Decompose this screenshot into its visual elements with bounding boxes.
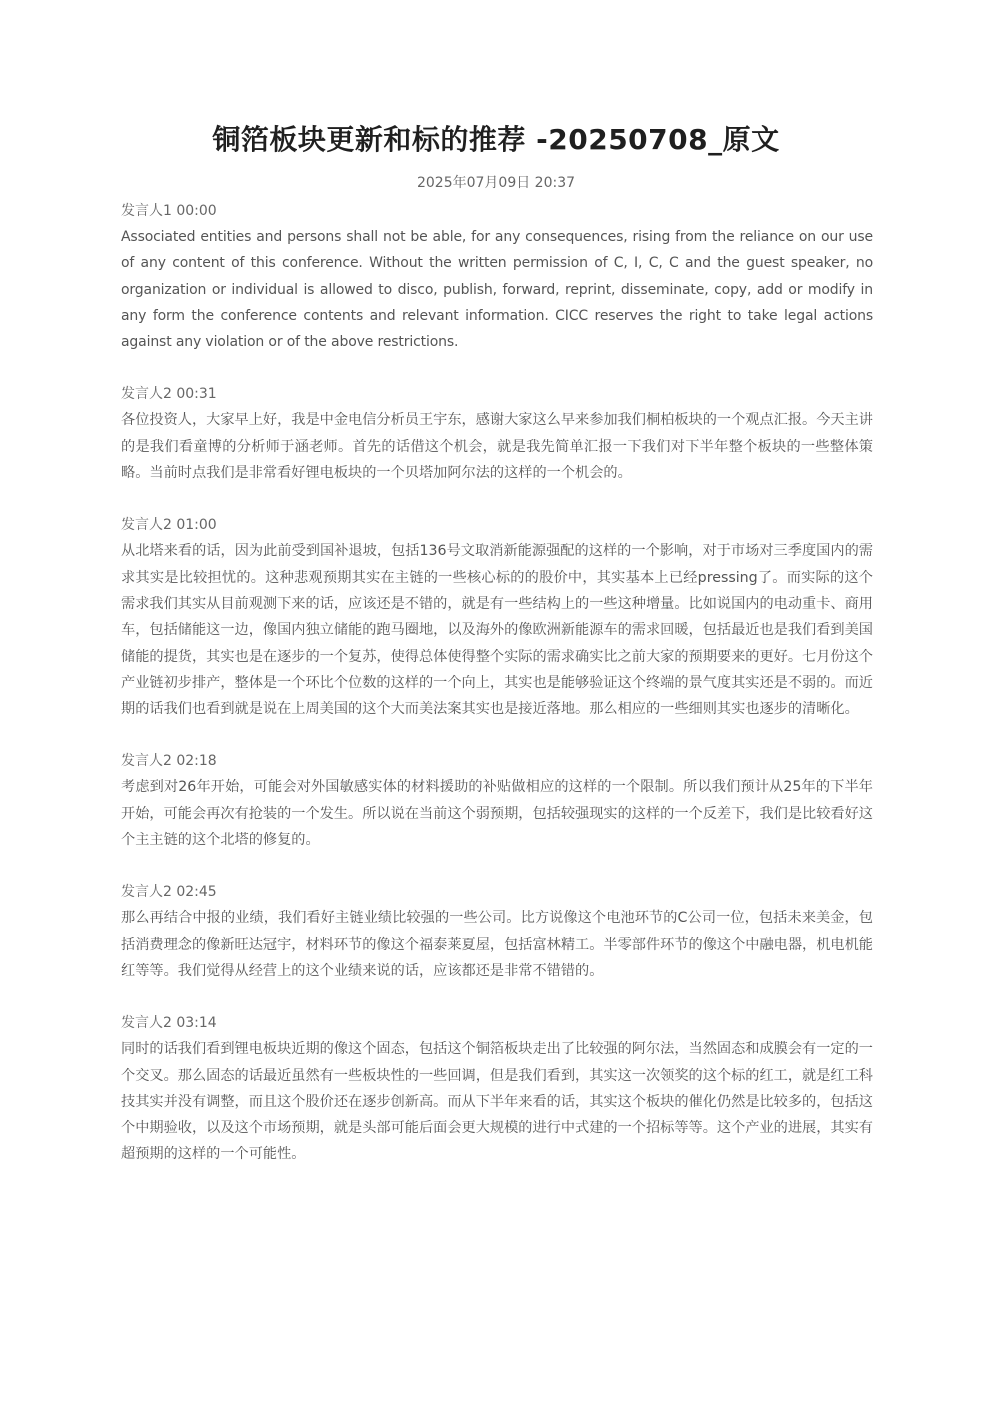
- speaker-timestamp: 发言人1 00:00: [121, 203, 217, 219]
- transcript-segment: [121, 748, 873, 853]
- transcript-segment: [121, 381, 873, 486]
- speaker-timestamp: 发言人2 02:45: [121, 884, 217, 901]
- transcript-body: [121, 198, 873, 1194]
- transcript-segment: [121, 198, 873, 355]
- document-title: 铜箔板块更新和标的推荐 -20250708_原文: [212, 123, 780, 156]
- document-date: 2025年07月09日 20:37: [416, 175, 576, 191]
- segment-text: 同时的话我们看到锂电板块近期的像这个固态，包括这个铜箔板块走出了比较强的阿尔法，当然固态和成膜会有一定的一个交叉。那么固态的话最近虽然有一些板块性的一些回调，但是我们看到，其实这一次领奖的这个标的红工，就是红工科技其实并没有调整，而且这个股价还在逐步创新高。而从下半年来看的话，其实这个板块的催化仍然是比较多的，包括这个中期验收，以及这个市场预期，就是头部可能后面会更大规模的进行中式建的一个招标等等。这个产业的进展，其实有超预期的这样的一个可能性。: [121, 1041, 873, 1163]
- transcript-segment: [121, 879, 873, 984]
- speaker-timestamp: 发言人2 00:31: [121, 386, 217, 403]
- segment-text: 考虑到对26年开始，可能会对外国敏感实体的材料援助的补贴做相应的这样的一个限制。所以我们预计从25年的下半年开始，可能会再次有抢装的一个发生。所以说在当前这个弱预期，包括较强现实的这样的一个反差下，我们是比较看好这个主主链的这个北塔的修复的。: [121, 779, 873, 849]
- segment-text: 各位投资人，大家早上好，我是中金电信分析员王宇东，感谢大家这么早来参加我们桐柏板块的一个观点汇报。今天主讲的是我们看童博的分析师于涵老师。首先的话借这个机会，就是我先简单汇报一下我们对下半年整个板块的一些整体策略。当前时点我们是非常看好锂电板块的一个贝塔加阿尔法的这样的一个机会的。: [121, 412, 873, 482]
- speaker-timestamp: 发言人2 02:18: [121, 753, 217, 770]
- transcript-segment: [121, 512, 873, 722]
- segment-text: 从北塔来看的话，因为此前受到国补退坡，包括136号文取消新能源强配的这样的一个影响，对于市场对三季度国内的需求其实是比较担忧的。这种悲观预期其实在主链的一些核心标的的股价中，其实基本上已经pressing了。而实际的这个需求我们其实从目前观测下来的话，应该还是不错的，就是有一些结构上的一些这种增量。比如说国内的电动重卡、商用车，包括储能这一边，像国内独立储能的跑马圈地，以及海外的像欧洲新能源车的需求回暖，包括最近也是我们看到美国储能的提货，其实也是在逐步的一个复苏，使得总体使得整个实际的需求确实比之前大家的预期要来的更好。七月份这个产业链初步排产，整体是一个环比个位数的这样的一个向上，其实也是能够验证这个终端的景气度其实还是不弱的。而近期的话我们也看到就是说在上周美国的这个大而美法案其实也是接近落地。那么相应的一些细则其实也逐步的清晰化。: [121, 543, 873, 718]
- speaker-timestamp: 发言人2 01:00: [121, 517, 217, 534]
- segment-text: 那么再结合中报的业绩，我们看好主链业绩比较强的一些公司。比方说像这个电池环节的C公司一位，包括未来美金，包括消费理念的像新旺达冠宇，材料环节的像这个福泰莱夏屋，包括富林精工。半零部件环节的像这个中融电器，机电机能红等等。我们觉得从经营上的这个业绩来说的话，应该都还是非常不错错的。: [121, 910, 873, 979]
- transcript-segment: [121, 1010, 873, 1167]
- speaker-timestamp: 发言人2 03:14: [121, 1015, 217, 1032]
- segment-text: Associated entities and persons shall not be able, for any consequences, rising from the reliance on our use of any content of this conference. Without the written permission of C, I, C, C and the guest speaker, no organization or individual is allowed to disco, publish, forward, reprint, disseminate, copy, add or modify in any form the conference contents and relevant information. CICC reserves the right to take legal actions against any violation or of the above restrictions.: [121, 229, 873, 351]
